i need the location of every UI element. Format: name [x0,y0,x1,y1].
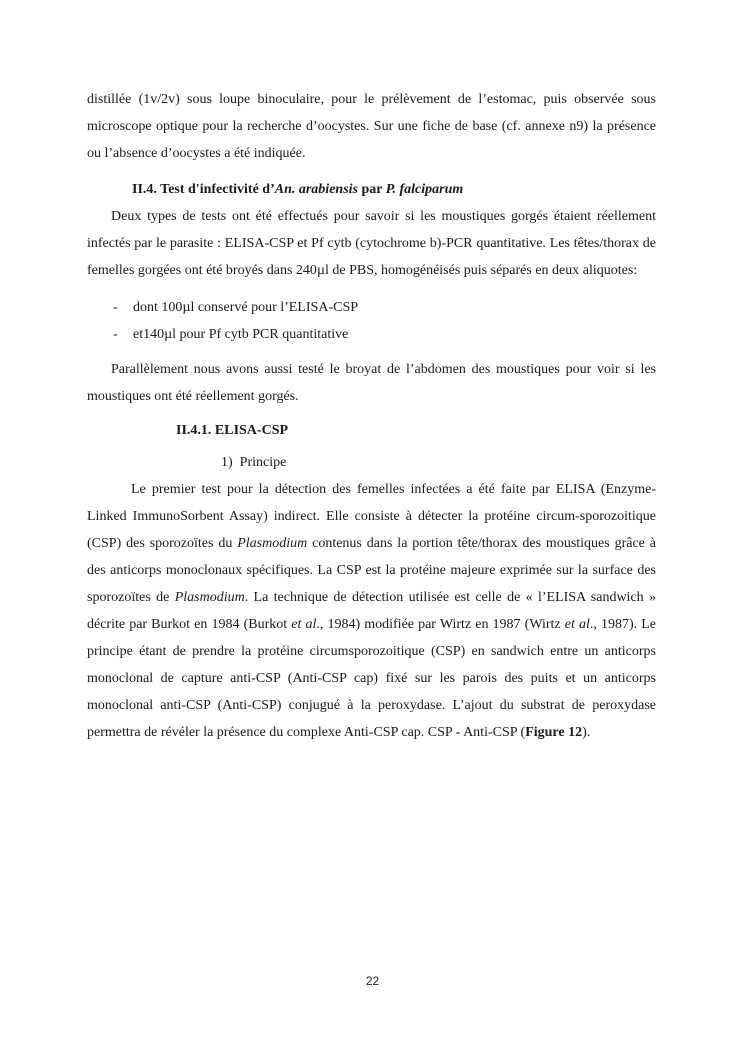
page-number: 22 [365,974,380,988]
section-heading-II4 [132,177,656,203]
section-heading-II41: II.4.1. ELISA-CSP [176,423,289,438]
list-item [87,294,656,321]
list-bullet: - [113,327,118,342]
text-run: Le premier test pour la détection des femelles infectées a été faite par ELISA (Enzyme-Linked ImmunoSorbent Assay) indirect. Elle consiste à détecter la protéine circum-sporozoitique (CSP) des sporozoïtes du [87,482,656,551]
text-run: ., 1984) modifiée par Wirtz en 1987 (Wirtz [316,617,565,632]
text-run-italic: Plasmodium [174,590,245,605]
text-run-italic: et al [564,617,590,632]
list-item-text: dont 100µl conservé pour l’ELISA-CSP [133,300,359,315]
paragraph-test-types: Deux types de tests ont été effectués pour savoir si les moustiques gorgés étaient réellement infectés par le parasite : ELISA-CSP et Pf cytb (cytochrome b)-PCR quantitative. Les têtes/thorax de femelles gorgées ont été broyés dans 240µl de PBS, homogénéisés puis séparés en deux aliquotes: [87,209,656,278]
document-page [87,86,656,746]
aliquot-list [87,294,656,348]
subsection-heading-principe [221,450,656,476]
text-run: ., 1987). Le principe étant de prendre la protéine circumsporozoitique (CSP) en sandwich entre un anticorps monoclonal de capture anti-CSP (Anti-CSP cap) fixé sur les parois des puits et un anticorps monoclonal anti-CSP (Anti-CSP) conjugué à la peroxydase. L’ajout du substrat de peroxydase permettra de révéler la présence du complexe Anti-CSP cap. CSP - Anti-CSP ( [87,617,656,740]
section-heading-II4-species: An. arabiensis [274,182,358,197]
list-item [87,321,656,348]
text-run: contenus dans la portion tête/thorax des moustiques grâce à des anticorps monoclonaux spécifiques. La CSP est la protéine majeure exprimée sur la surface des sporozoïtes de [87,536,656,605]
list-item-text: et140µl pour Pf cytb PCR quantitative [133,327,349,342]
list-bullet: - [113,300,118,315]
section-heading-II4-part1: II.4. Test d'infectivité d’ [132,182,275,197]
paragraph-abdomen-test: Parallèlement nous avons aussi testé le broyat de l’abdomen des moustiques pour voir si les moustiques ont été réellement gorgés. [87,362,656,404]
subsection-title: Principe [239,455,287,470]
text-run: . La technique de détection utilisée est celle de « l’ELISA sandwich » décrite par Burkot en 1984 (Burkot [87,590,657,632]
paragraph-elisa-principle [87,476,656,746]
paragraph-oocyst-observation: distillée (1v/2v) sous loupe binoculaire, pour le prélèvement de l’estomac, puis observée sous microscope optique pour la recherche d’oocystes. Sur une fiche de base (cf. annexe n9) la présence ou l’absence d’oocystes a été indiquée. [87,92,656,161]
section-heading-II4-parasite: P. falciparum [385,182,464,197]
section-heading-II4-part2: par [357,182,386,197]
subsection-number: 1) [221,455,233,470]
figure-reference: Figure 12 [525,725,583,740]
text-run-italic: et al [291,617,317,632]
text-run-italic: Plasmodium [237,536,308,551]
text-run: ). [582,725,591,740]
